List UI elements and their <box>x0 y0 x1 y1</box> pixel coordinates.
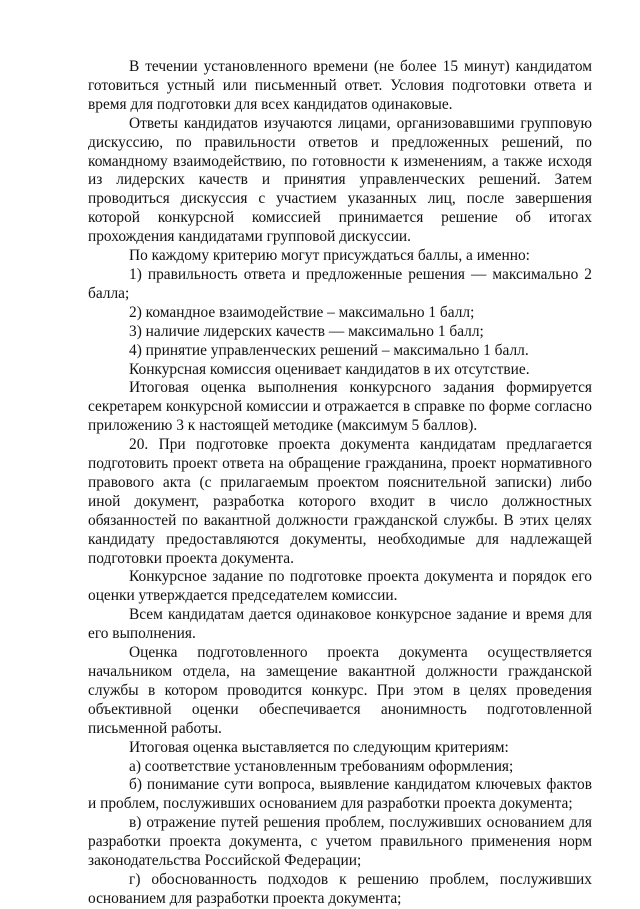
criterion-item-1: 1) правильность ответа и предложенные решения — максимально 2 балла; <box>88 265 592 302</box>
paragraph-commission-absence: Конкурсная комиссия оценивает кандидатов в их отсутствие. <box>129 360 530 378</box>
criterion-item-v: в) отражение путей решения проблем, послуживших основанием для разработки проекта документа, с учетом правильного применения норм законодательства Российской Федерации; <box>88 814 592 870</box>
paragraph-criteria-intro: Итоговая оценка выставляется по следующим критериям: <box>129 738 509 756</box>
paragraph-same-task: Всем кандидатам дается одинаковое конкурсное задание и время для его выполнения. <box>88 606 592 643</box>
paragraph-draft-assessment: Оценка подготовленного проекта документа осуществляется начальником отдела, на замещение вакантной должности гражданской службы в котором проводится конкурс. При этом в целях проведения объективной оценки обеспечивается анонимность подготовленной письменной работы. <box>88 644 592 737</box>
criterion-item-3: 3) наличие лидерских качеств — максимально 1 балл; <box>129 322 484 340</box>
criterion-item-2: 2) командное взаимодействие – максимально 1 балл; <box>129 303 475 321</box>
paragraph-time-limit: В течении установленного времени (не более 15 минут) кандидатом готовиться устный или письменный ответ. Условия подготовки ответа и время для подготовки для всех кандидатов одинаковые. <box>88 58 592 113</box>
criterion-item-g: г) обоснованность подходов к решению проблем, послуживших основанием для разработки проекта документа; <box>88 870 592 907</box>
document-page <box>88 58 592 909</box>
paragraph-answer-evaluation: Ответы кандидатов изучаются лицами, организовавшими групповую дискуссию, по правильности ответов и предложенных решений, по командному взаимодействию, по готовности к изменениям, а также исходя из лидерских качеств и принятия управленческих решений. Затем проводиться дискуссия с участием указанных лиц, после завершения которой конкурсной комиссией принимается решение об итогах прохождения кандидатами групповой дискуссии. <box>88 114 592 246</box>
paragraph-final-score: Итоговая оценка выполнения конкурсного задания формируется секретарем конкурсной комиссии и отражается в справке по форме согласно приложению 3 к настоящей методике (максимум 5 баллов). <box>88 379 592 435</box>
paragraph-section-20: 20. При подготовке проекта документа кандидатам предлагается подготовить проект ответа на обращение гражданина, проект нормативного правового акта (с прилагаемым проектом пояснительной записки) либо иной документ, разработка которого входит в число должностных обязанностей по вакантной должности гражданской службы. В этих целях кандидату предоставляются документы, необходимые для надлежащей подготовки проекта документа. <box>88 436 592 567</box>
criterion-item-b: б) понимание сути вопроса, выявление кандидатом ключевых фактов и проблем, послуживших основанием для разработки проекта документа; <box>88 776 592 813</box>
paragraph-scoring-intro: По каждому критерию могут присуждаться баллы, а именно: <box>129 247 530 265</box>
criterion-item-4: 4) принятие управленческих решений – максимально 1 балл. <box>129 341 529 359</box>
criterion-item-a: а) соответствие установленным требованиям оформления; <box>129 757 514 775</box>
paragraph-task-approval: Конкурсное задание по подготовке проекта документа и порядок его оценки утверждается председателем комиссии. <box>88 568 592 605</box>
